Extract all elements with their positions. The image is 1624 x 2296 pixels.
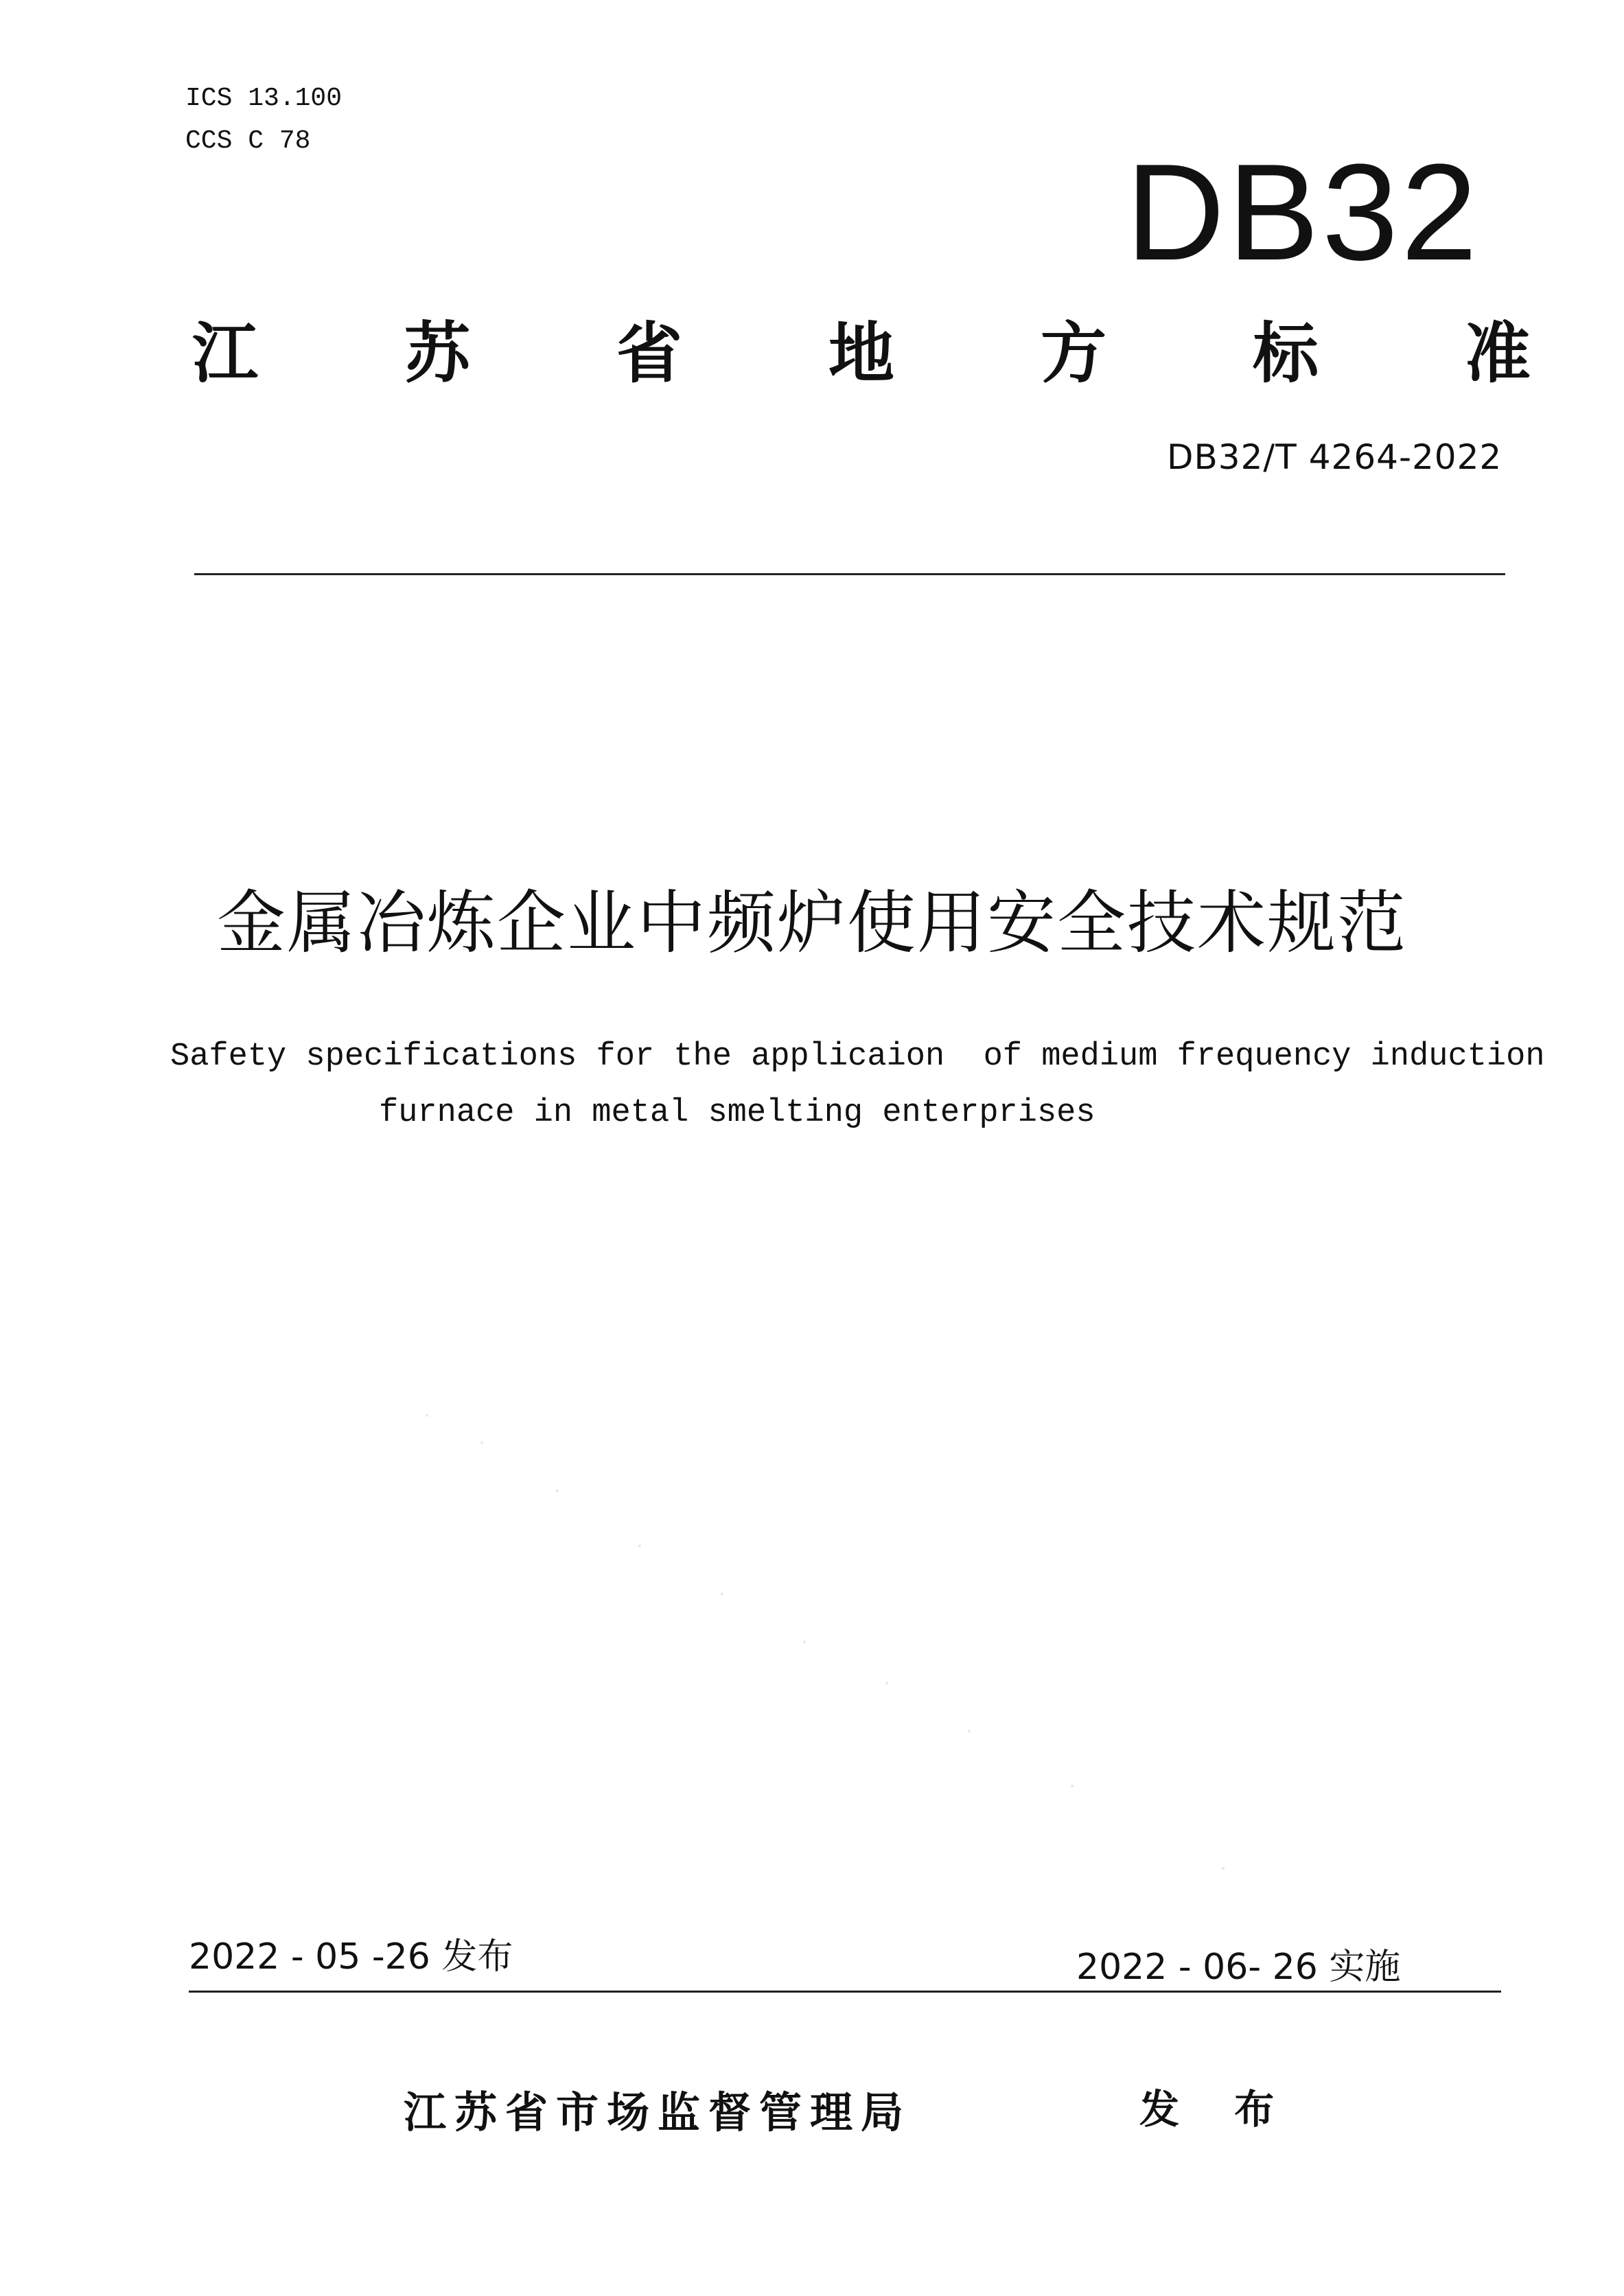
category-char: 方	[1041, 315, 1106, 392]
title-english-line-2: furnace in metal smelting enterprises	[379, 1095, 1095, 1131]
category-char: 苏	[404, 315, 470, 392]
category-char: 标	[1253, 315, 1319, 392]
footer-divider	[189, 1991, 1501, 1993]
header-divider	[194, 573, 1505, 575]
category-char: 地	[828, 315, 894, 392]
scan-speck	[803, 1640, 806, 1643]
category-char: 准	[1465, 315, 1531, 392]
scan-speck	[1222, 1867, 1225, 1870]
category-char: 省	[616, 315, 682, 392]
ccs-code: CCS C 78	[185, 126, 311, 156]
category-char: 江	[192, 315, 258, 392]
scan-speck	[885, 1682, 888, 1684]
scan-speck	[480, 1441, 483, 1444]
ics-code: ICS 13.100	[185, 84, 343, 113]
standard-category	[192, 316, 1531, 391]
scan-speck	[638, 1544, 641, 1547]
scan-speck	[426, 1414, 428, 1417]
issuing-authority: 江苏省市场监督管理局	[404, 2087, 912, 2137]
issue-word: 发 布	[1139, 2086, 1295, 2133]
scan-speck	[556, 1489, 559, 1492]
scan-speck	[1071, 1785, 1074, 1787]
issue-date: 2022 - 05 -26 发布	[189, 1936, 513, 1978]
implementation-date: 2022 - 06- 26 实施	[1076, 1947, 1401, 1988]
standard-prefix: DB32	[1126, 136, 1481, 289]
title-english-line-1: Safety specifications for the applicaion of medium frequency induction	[170, 1039, 1545, 1075]
scan-speck	[721, 1592, 723, 1595]
standard-number: DB32/T 4264-2022	[1167, 437, 1503, 477]
scan-speck	[968, 1730, 971, 1732]
title-chinese: 金属冶炼企业中频炉使用安全技术规范	[217, 883, 1407, 963]
